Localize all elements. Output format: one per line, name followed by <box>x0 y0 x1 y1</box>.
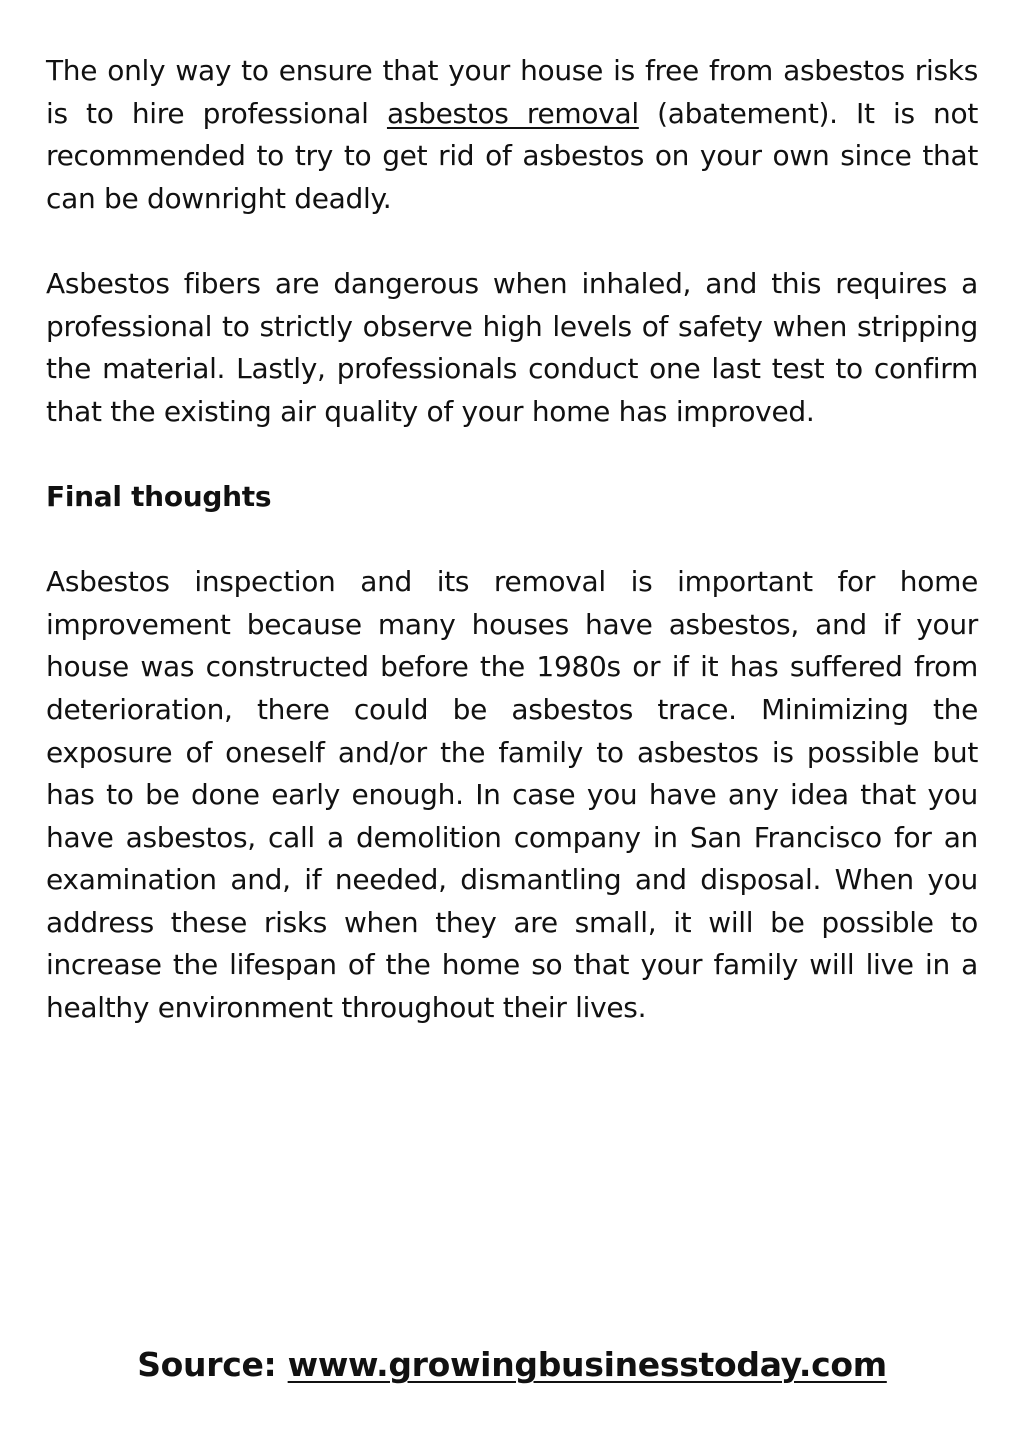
source-label: Source: <box>137 1345 288 1384</box>
paragraph-text: The only way to ensure that your house is free from asbestos risks is to hire professional <box>46 54 978 130</box>
paragraph-text: (abatement). It is not recommended to try to get rid of asbestos on your own since that can be downright deadly. <box>46 96 978 215</box>
paragraph-professional-removal <box>46 50 978 220</box>
paragraph-fibers-danger: Asbestos fibers are dangerous when inhaled, and this requires a professional to strictly observe high levels of safety when stripping the material. Lastly, professionals conduct one last test to confirm that the existing air quality of your home has improved. <box>46 266 978 428</box>
section-heading-final-thoughts: Final thoughts <box>46 479 272 513</box>
source-line <box>0 1340 1024 1390</box>
paragraph-final-thoughts: Asbestos inspection and its removal is important for home improvement because many houses have asbestos, and if your house was constructed before the 1980s or if it has suffered from deterioration, there could be asbestos trace. Minimizing the exposure of oneself and/or the family to asbestos is possible but has to be done early enough. In case you have any idea that you have asbestos, call a demolition company in San Francisco for an examination and, if needed, dismantling and disposal. When you address these risks when they are small, it will be possible to increase the lifespan of the home so that your family will live in a healthy environment throughout their lives. <box>46 565 978 1025</box>
asbestos-removal-link[interactable]: asbestos removal <box>386 96 639 130</box>
document-body <box>46 50 978 1030</box>
source-link[interactable]: www.growingbusinesstoday.com <box>287 1345 887 1384</box>
